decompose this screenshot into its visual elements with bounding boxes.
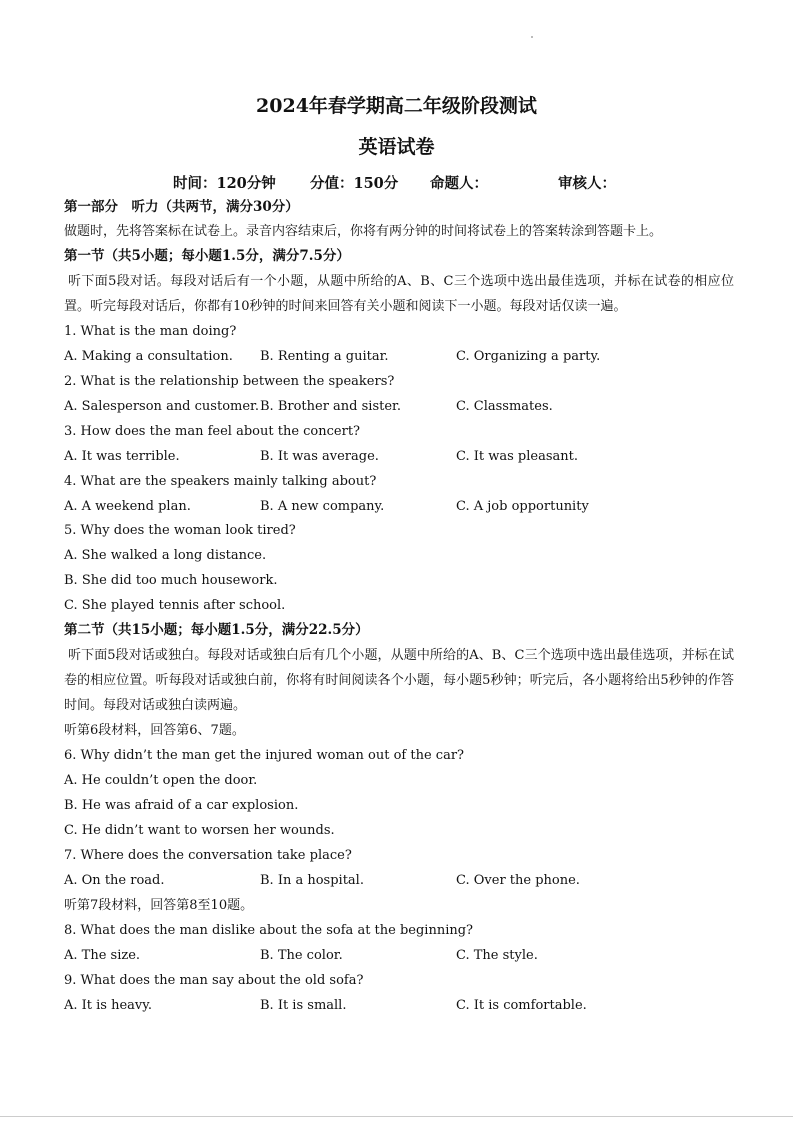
- q2-stem: 2. What is the relationship between the speakers?: [64, 374, 395, 389]
- part1-intro: 做题时，先将答案标在试卷上。录音内容结束后，你将有两分钟的时间将试卷上的答案转涂到答题卡上。: [64, 224, 663, 239]
- exam-score: 分值：150分: [310, 175, 399, 192]
- q5-option-b: B. She did too much housework.: [64, 573, 278, 588]
- material-7-note: 听第7段材料，回答第8至10题。: [64, 898, 254, 913]
- q3-stem: 3. How does the man feel about the concert?: [64, 424, 361, 439]
- q2-option-b: B. Brother and sister.: [260, 399, 401, 414]
- section2-instructions: 听下面5段对话或独白。每段对话或独白后有几个小题，从题中所给的A、B、C三个选项中选出最佳选项，并标在试卷的相应位置。听每段对话或独白前，你将有时间阅读各个小题，每小题5秒钟；听完后，各小题将给出5秒钟的作答时间。每段对话或独白读两遍。: [64, 648, 734, 713]
- q6-stem: 6. Why didn’t the man get the injured woman out of the car?: [64, 748, 465, 763]
- q5-option-c: C. She played tennis after school.: [64, 598, 286, 613]
- q9-option-b: B. It is small.: [260, 998, 347, 1013]
- q5-option-a: A. She walked a long distance.: [64, 548, 267, 563]
- page-bottom-rule: [0, 1116, 793, 1117]
- exam-time: 时间：120分钟: [173, 175, 276, 192]
- q8-option-b: B. The color.: [260, 948, 343, 963]
- q9-option-a: A. It is heavy.: [64, 998, 153, 1013]
- q5-stem: 5. Why does the woman look tired?: [64, 523, 296, 538]
- scan-mark: [531, 36, 533, 38]
- section1-instructions: 听下面5段对话。每段对话后有一个小题，从题中所给的A、B、C三个选项中选出最佳选项，并标在试卷的相应位置。听完每段对话后，你都有10秒钟的时间来回答有关小题和阅读下一小题。每段对话仅读一遍。: [64, 274, 734, 314]
- q6-option-b: B. He was afraid of a car explosion.: [64, 798, 299, 813]
- section2-heading: 第二节（共15小题；每小题1.5分，满分22.5分）: [64, 622, 369, 638]
- q7-option-c: C. Over the phone.: [456, 873, 580, 888]
- exam-title: 2024年春学期高二年级阶段测试: [256, 95, 537, 117]
- exam-meta: [0, 172, 793, 192]
- section1-heading: 第一节（共5小题；每小题1.5分，满分7.5分）: [64, 248, 350, 264]
- q2-option-a: A. Salesperson and customer.: [64, 399, 259, 414]
- exam-reviewer: 审核人：: [558, 175, 616, 192]
- q1-stem: 1. What is the man doing?: [64, 324, 237, 339]
- q4-stem: 4. What are the speakers mainly talking about?: [64, 474, 377, 489]
- q7-stem: 7. Where does the conversation take place?: [64, 848, 352, 863]
- q4-option-b: B. A new company.: [260, 499, 385, 514]
- q1-option-a: A. Making a consultation.: [64, 349, 233, 364]
- exam-subtitle: 英语试卷: [358, 136, 435, 158]
- exam-author: 命题人：: [430, 175, 488, 192]
- q3-option-a: A. It was terrible.: [64, 449, 180, 464]
- q4-option-c: C. A job opportunity: [456, 499, 589, 514]
- q9-option-c: C. It is comfortable.: [456, 998, 587, 1013]
- q9-stem: 9. What does the man say about the old sofa?: [64, 973, 364, 988]
- q3-option-b: B. It was average.: [260, 449, 379, 464]
- q1-option-c: C. Organizing a party.: [456, 349, 601, 364]
- q4-option-a: A. A weekend plan.: [64, 499, 191, 514]
- part1-heading: 第一部分 听力（共两节，满分30分）: [64, 199, 299, 215]
- material-6-note: 听第6段材料，回答第6、7题。: [64, 723, 245, 738]
- q7-option-b: B. In a hospital.: [260, 873, 364, 888]
- q8-option-c: C. The style.: [456, 948, 538, 963]
- q8-stem: 8. What does the man dislike about the sofa at the beginning?: [64, 923, 474, 938]
- q8-option-a: A. The size.: [64, 948, 141, 963]
- q7-option-a: A. On the road.: [64, 873, 165, 888]
- q6-option-c: C. He didn’t want to worsen her wounds.: [64, 823, 335, 838]
- q2-option-c: C. Classmates.: [456, 399, 553, 414]
- q1-option-b: B. Renting a guitar.: [260, 349, 389, 364]
- q3-option-c: C. It was pleasant.: [456, 449, 578, 464]
- q6-option-a: A. He couldn’t open the door.: [64, 773, 258, 788]
